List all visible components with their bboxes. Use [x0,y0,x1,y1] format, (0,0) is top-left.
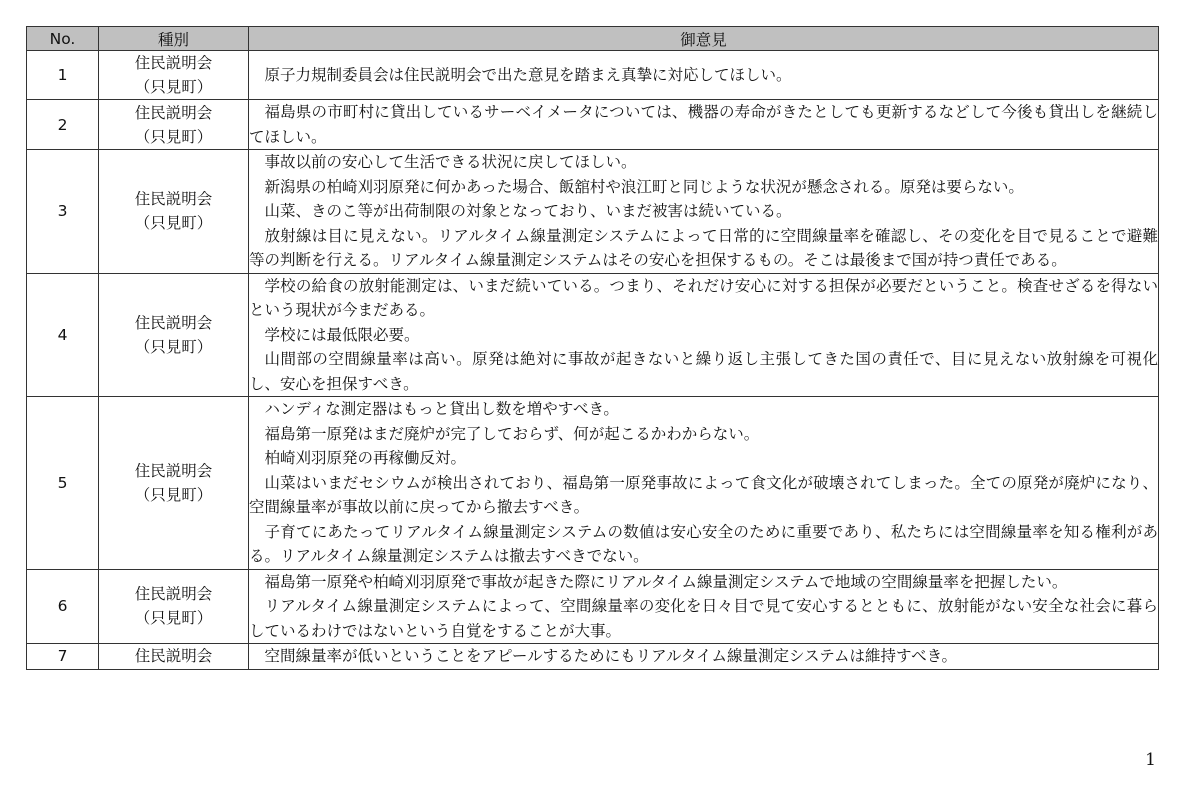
opinion-paragraph: 山菜はいまだセシウムが検出されており、福島第一原発事故によって食文化が破壊されてしまった。全ての原発が廃炉になり、空間線量率が事故以前に戻ってから撤去すべき。 [249,473,1158,516]
type-cell [99,644,249,670]
type-label: 住民説明会 [134,54,213,72]
location-label: （只見町） [134,485,213,504]
type-cell [99,150,249,274]
opinion-cell [249,51,1159,100]
type-label: 住民説明会 [134,461,213,480]
opinion-paragraph: 学校の給食の放射能測定は、いまだ続いている。つまり、それだけ安心に対する担保が必要だということ。検査せざるを得ないという現状が今まだある。 [249,276,1158,319]
type-label: 住民説明会 [134,190,213,209]
row-number: 4 [27,273,99,397]
opinion-cell [249,397,1159,570]
opinion-cell [249,100,1159,150]
opinion-paragraph: 放射線は目に見えない。リアルタイム線量測定システムによって日常的に空間線量率を確認し、その変化を目で見ることで避難等の判断を行える。リアルタイム線量測定システムはその安心を担保するもの。そこは最後まで国が持つ責任である。 [249,226,1158,269]
opinion-paragraph: 事故以前の安心して生活できる状況に戻してほしい。 [264,153,637,171]
table-row [27,569,1159,644]
location-label: （只見町） [134,609,213,628]
type-label: 住民説明会 [134,313,213,332]
location-label: （只見町） [134,337,213,356]
opinion-paragraph: 山菜、きのこ等が出荷制限の対象となっており、いまだ被害は続いている。 [264,202,792,220]
opinion-paragraph: 山間部の空間線量率は高い。原発は絶対に事故が起きないと繰り返し主張してきた国の責任で、目に見えない放射線を可視化し、安心を担保すべき。 [249,350,1158,393]
opinion-paragraph: 空間線量率が低いということをアピールするためにもリアルタイム線量測定システムは維持すべき。 [264,647,958,665]
column-header-opinion: 御意見 [249,27,1159,51]
type-label: 住民説明会 [134,103,213,122]
opinion-paragraph: ハンディな測定器はもっと貸出し数を増やすべき。 [264,400,619,418]
table-row [27,273,1159,397]
opinion-cell [249,273,1159,397]
opinion-paragraph: 新潟県の柏崎刈羽原発に何かあった場合、飯舘村や浪江町と同じような状況が懸念される。原発は要らない。 [264,177,1024,196]
type-cell [99,100,249,150]
opinion-paragraph: 柏崎刈羽原発の再稼働反対。 [264,449,467,467]
opinion-paragraph: 福島第一原発や柏崎刈羽原発で事故が起きた際にリアルタイム線量測定システムで地域の空間線量率を把握したい。 [264,572,1068,591]
table-body [27,51,1159,670]
opinions-table [26,26,1159,670]
opinion-cell [249,644,1159,670]
opinion-paragraph: 福島県の市町村に貸出しているサーベイメータについては、機器の寿命がきたとしても更新するなどして今後も貸出しを継続してほしい。 [249,103,1158,146]
row-number: 2 [27,100,99,150]
table-row [27,51,1159,100]
type-cell [99,397,249,570]
opinion-paragraph: 福島第一原発はまだ廃炉が完了しておらず、何が起こるかわからない。 [264,424,760,443]
table-row [27,397,1159,570]
column-header-type: 種別 [99,27,249,51]
opinion-paragraph: 学校には最低限必要。 [264,325,420,344]
page-number: 1 [1145,750,1156,770]
row-number: 6 [27,569,99,644]
type-cell [99,51,249,100]
row-number: 5 [27,397,99,570]
opinion-cell [249,569,1159,644]
table-row [27,150,1159,274]
column-header-no: No. [27,27,99,51]
location-label: （只見町） [134,214,213,233]
type-cell [99,273,249,397]
opinion-paragraph: 子育てにあたってリアルタイム線量測定システムの数値は安心安全のために重要であり、私たちには空間線量率を知る権利がある。リアルタイム線量測定システムは撤去すべきでない。 [249,522,1158,565]
opinion-paragraph: 原子力規制委員会は住民説明会で出た意見を踏まえ真摯に対応してほしい。 [264,65,792,84]
row-number: 1 [27,51,99,100]
opinion-cell [249,150,1159,274]
table-row [27,644,1159,670]
table-row [27,100,1159,150]
location-label: （只見町） [134,127,213,146]
opinion-paragraph: リアルタイム線量測定システムによって、空間線量率の変化を日々目で見て安心するとともに、放射能がない安全な社会に暮らしているわけではないという自覚をすることが大事。 [249,597,1158,640]
type-label: 住民説明会 [134,647,213,666]
type-label: 住民説明会 [134,585,213,604]
row-number: 7 [27,644,99,670]
location-label: （只見町） [134,78,213,96]
row-number: 3 [27,150,99,274]
type-cell [99,569,249,644]
table-header-row [27,27,1159,51]
